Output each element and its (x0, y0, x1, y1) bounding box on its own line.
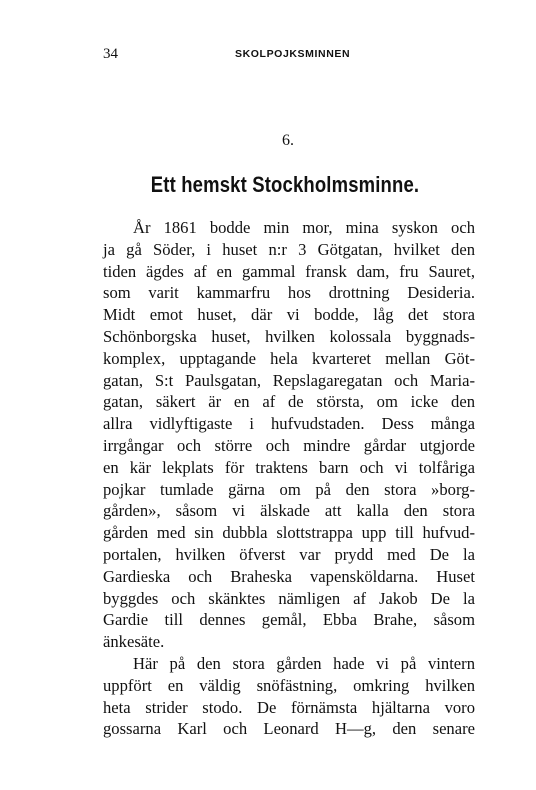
text-line: komplex, upptagande hela kvarteret mellan Göt- (103, 348, 475, 368)
text-line: änkesäte. (103, 632, 165, 652)
text-line: gården med sin dubbla slottstrappa upp till hufvud- (103, 523, 475, 543)
text-line: en kär lekplats för traktens barn och vi tolfåriga (103, 457, 475, 477)
running-header (103, 46, 475, 66)
text-line: heta strider stodo. De förnämsta hjältarna voro (103, 697, 475, 717)
text-line: tiden ägdes af en gammal fransk dam, fru Sauret, (103, 261, 475, 281)
text-line: portalen, hvilken öfverst var prydd med De la (103, 544, 475, 564)
text-line: Här på den stora gården hade vi på vintern (133, 653, 475, 673)
text-line: pojkar tumlade gärna om på den stora »borg- (103, 479, 475, 499)
text-line: År 1861 bodde min mor, mina syskon och (133, 218, 475, 237)
text-line: gossarna Karl och Leonard H—g, den senare (103, 719, 475, 739)
text-line: irrgångar och större och mindre gårdar utgjorde (103, 435, 475, 455)
text-line: Midt emot huset, där vi bodde, låg det stora (103, 305, 475, 325)
text-line: som varit kammarfru hos drottning Desideria. (103, 283, 475, 303)
text-line: byggdes och skänktes nämligen af Jakob De la (103, 588, 475, 608)
body-text (103, 217, 475, 740)
text-line: uppfört en väldig snöfästning, omkring hvilken (103, 675, 475, 695)
text-line: allra vidlyftigaste i hufvudstaden. Dess många (103, 414, 475, 434)
running-title: SKOLPOJKSMINNEN (235, 48, 351, 60)
text-line: gatan, S:t Paulsgatan, Repslagaregatan och Maria- (103, 370, 475, 390)
page-number: 34 (103, 46, 118, 62)
text-line: gatan, säkert är en af de största, om icke den (103, 392, 475, 412)
chapter-title: Ett hemskt Stockholmsminne. (150, 172, 420, 197)
text-line: Gardieska och Braheska vapensköldarna. Huset (103, 566, 475, 586)
text-line: ja gå Söder, i huset n:r 3 Götgatan, hvilket den (103, 239, 475, 259)
text-line: gården», såsom vi älskade att kalla den stora (103, 501, 475, 521)
text-line: Schönborgska huset, hvilken kolossala byggnads- (103, 326, 475, 346)
chapter-number: 6. (282, 132, 294, 149)
text-line: Gardie till dennes gemål, Ebba Brahe, såsom (103, 610, 475, 630)
